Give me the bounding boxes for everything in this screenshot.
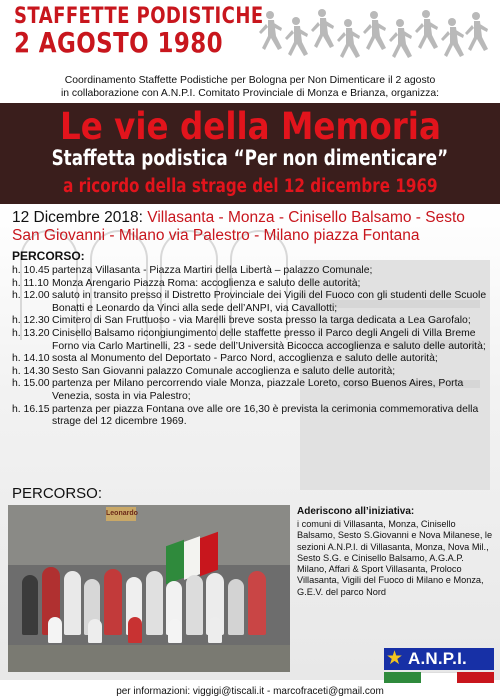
runners-illustration	[258, 6, 494, 66]
runner-figure	[441, 18, 464, 57]
contact-email-1[interactable]: viggigi@tiscali.it	[192, 686, 265, 697]
contact-footer	[0, 683, 500, 700]
schedule-item	[12, 404, 490, 429]
flag-white-stripe	[184, 536, 200, 580]
schedule-item	[12, 366, 490, 379]
shop-sign: Leonardo	[106, 507, 136, 521]
event-route: Villasanta - Monza - Cinisello Balsamo - Sesto San Giovanni - Milano via Palestro - Milano piazza Fontana	[12, 209, 465, 244]
schedule-item	[12, 290, 490, 315]
schedule-time: h. 12.00	[12, 290, 50, 302]
runner-person	[64, 571, 81, 635]
subtitle: Staffetta podistica “Per non dimenticare”	[51, 146, 449, 170]
event-date-route	[12, 209, 492, 245]
coordination-text	[0, 74, 500, 100]
runner-figure	[415, 10, 438, 49]
schedule-item	[12, 378, 490, 403]
photo-ground	[8, 645, 290, 672]
runner-person	[208, 617, 222, 643]
subtitle-memorial: a ricordo della strage del 12 dicembre 1969	[62, 176, 438, 197]
runner-person	[22, 575, 38, 635]
route-heading: PERCORSO:	[12, 249, 85, 263]
schedule-text: saluto in transito presso il Distretto Provinciale dei Vigili del Fuoco con gli studenti delle Scuole Bonatti e Leonardo da Vinci alla sede dell’ANPI, via Cavallotti;	[52, 290, 487, 314]
contact-separator: -	[264, 686, 274, 697]
anpi-logo-text: A.N.P.I.	[408, 649, 467, 668]
schedule-text: partenza per Milano percorrendo viale Monza, piazzale Loreto, corso Buenos Aires, Porta Venezia, sosta in via Palestro;	[52, 378, 464, 402]
schedule-time: h. 16.15	[12, 403, 50, 415]
runner-figure	[389, 19, 412, 58]
schedule-time: h. 11.10	[12, 277, 49, 289]
schedule-text: Cimitero di San Fruttuoso - via Marelli breve sosta presso la targa dedicata a Lea Garofalo;	[52, 315, 471, 327]
event-date: 12 Dicembre 2018	[12, 209, 139, 226]
main-title: Le vie della Memoria	[59, 105, 441, 148]
schedule-text: partenza Villasanta - Piazza Martiri della Libertà – palazzo Comunale;	[52, 265, 373, 276]
schedule-time: h. 13.20	[12, 327, 50, 339]
schedule-text: Sesto San Giovanni palazzo Comunale accoglienza e saluto delle autorità;	[52, 365, 396, 377]
runner-person	[168, 619, 182, 643]
runner-person	[146, 571, 163, 635]
date-colon: :	[138, 209, 148, 226]
runner-person	[248, 571, 266, 635]
route-heading-2: PERCORSO:	[12, 485, 103, 502]
contact-email-2[interactable]: marcofraceti@gmail.com	[273, 686, 384, 697]
schedule-item	[12, 278, 490, 291]
runner-figure	[311, 9, 334, 48]
runner-figure	[363, 11, 386, 50]
adherents-title: Aderiscono all’iniziativa:	[297, 506, 415, 517]
coordination-line-1: Coordinamento Staffette Podistiche per Bologna per Non Dimenticare il 2 agosto	[64, 75, 436, 86]
schedule-text: Monza Arengario Piazza Roma: accoglienza e saluto delle autorità;	[52, 277, 361, 289]
group-photo	[8, 505, 290, 672]
coordination-line-2: in collaborazione con A.N.P.I. Comitato Provinciale di Monza e Brianza, organizza:	[60, 88, 440, 99]
schedule-item	[12, 315, 490, 328]
runner-figure	[259, 11, 282, 50]
schedule-text: sosta al Monumento del Deportato - Parco Nord, accoglienza e saluto delle autorità;	[52, 353, 438, 365]
runner-person	[104, 569, 122, 635]
header-line-2: 2 AGOSTO 1980	[14, 26, 224, 59]
schedule-time: h. 14.30	[12, 365, 50, 377]
flag-red-stripe	[200, 532, 218, 577]
runner-figure	[337, 19, 360, 58]
runner-person	[48, 617, 62, 643]
runner-person	[186, 575, 203, 635]
schedule-time: h. 14.10	[12, 353, 50, 365]
runner-person	[128, 617, 142, 643]
schedule-time: h. 10.45	[12, 265, 50, 276]
flag-green-stripe	[166, 540, 184, 585]
schedule-item	[12, 353, 490, 366]
header-line-1: STAFFETTE PODISTICHE	[14, 4, 264, 29]
runner-figure	[465, 12, 488, 51]
adherents-text: i comuni di Villasanta, Monza, Cinisello Balsamo, Sesto S.Giovanni e Nova Milanese, le sezioni A.N.P.I. di Villasanta, Monza, Nova Mil., Sesto S.G. e Cinisello Balsamo, A.G.A.P. Milano, Affari & Sport Villasanta, Proloco Villasanta, Vigili del Fuoco di Milano e Monza, G.E.V. del parco Nord	[297, 519, 493, 597]
runner-figure	[285, 17, 308, 56]
contact-label: per informazioni:	[116, 686, 191, 697]
anpi-logo	[384, 648, 494, 686]
schedule-time: h. 12.30	[12, 315, 50, 327]
schedule-item	[12, 265, 490, 278]
schedule-text: Cinisello Balsamo ricongiungimento delle staffette presso il Parco degli Angeli di Villa Breme Forno via Carlo Martinelli, 23 - sede dell’Università Bicocca accoglienza e saluto delle autorità;	[52, 327, 486, 352]
runner-person	[228, 579, 244, 635]
schedule-list	[12, 265, 490, 429]
runner-person	[88, 619, 102, 643]
schedule-item	[12, 328, 490, 353]
photo-background	[8, 505, 290, 565]
star-icon: ★	[386, 648, 404, 669]
schedule-text: partenza per piazza Fontana ove alle ore 16,30 è prevista la cerimonia commemorativa della strage del 12 dicembre 1969.	[52, 403, 479, 428]
schedule-time: h. 15.00	[12, 378, 50, 390]
